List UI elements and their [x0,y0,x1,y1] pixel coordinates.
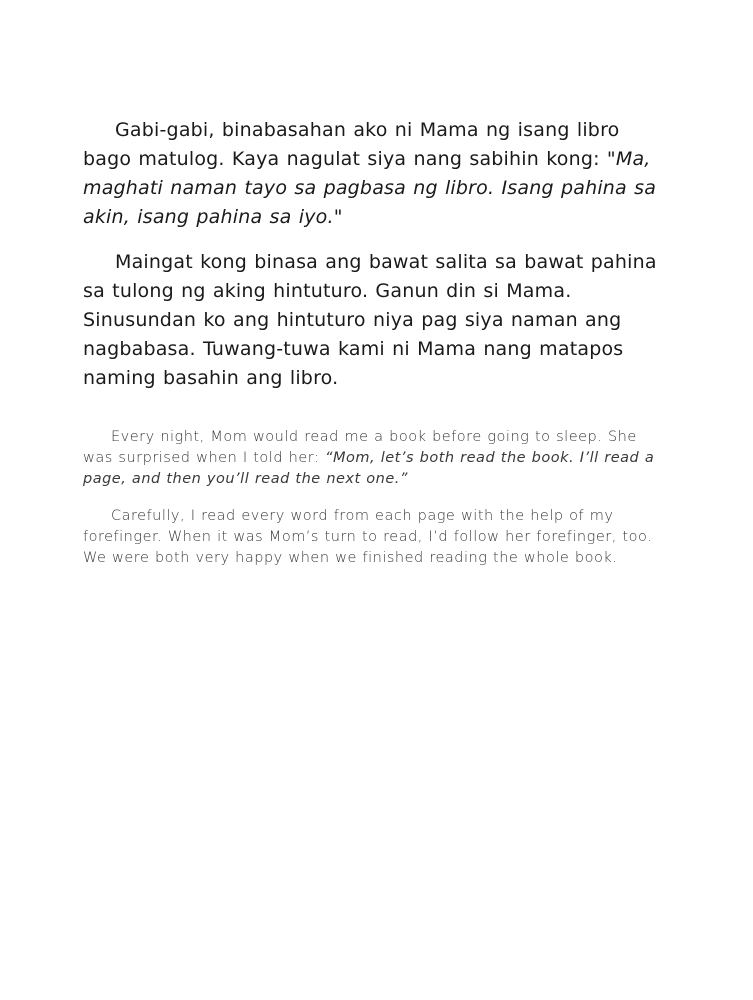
filipino-paragraph-1-quote: "Ma, maghati naman tayo sa pagbasa ng libro. Isang pahina sa akin, isang pahina sa iyo." [83,148,657,228]
english-paragraph-1 [83,427,663,490]
english-paragraph-1-text: Every night, Mom would read me a book before going to sleep. She was surprised when I told her: [83,429,637,466]
english-paragraph-2: Carefully, I read every word from each page with the help of my forefinger. When it was Mom’s turn to read, I’d follow her forefinger, too. We were both very happy when we finished reading the whole book. [83,508,653,566]
filipino-paragraph-1-text: Gabi-gabi, binabasahan ako ni Mama ng isang libro bago matulog. Kaya nagulat siya nang sabihin kong: [83,119,620,170]
filipino-text-block [83,116,663,393]
filipino-paragraph-2: Maingat kong binasa ang bawat salita sa bawat pahina sa tulong ng aking hintuturo. Ganun din si Mama. Sinusundan ko ang hintuturo niya pag siya naman ang nagbabasa. Tuwang-tuwa kami ni Mama nang matapos naming basahin ang libro. [83,251,657,389]
english-text-block [83,427,663,569]
filipino-paragraph-1 [83,116,663,232]
english-paragraph-1-quote: “Mom, let’s both read the book. I’ll read a page, and then you’ll read the next one.” [83,450,655,487]
